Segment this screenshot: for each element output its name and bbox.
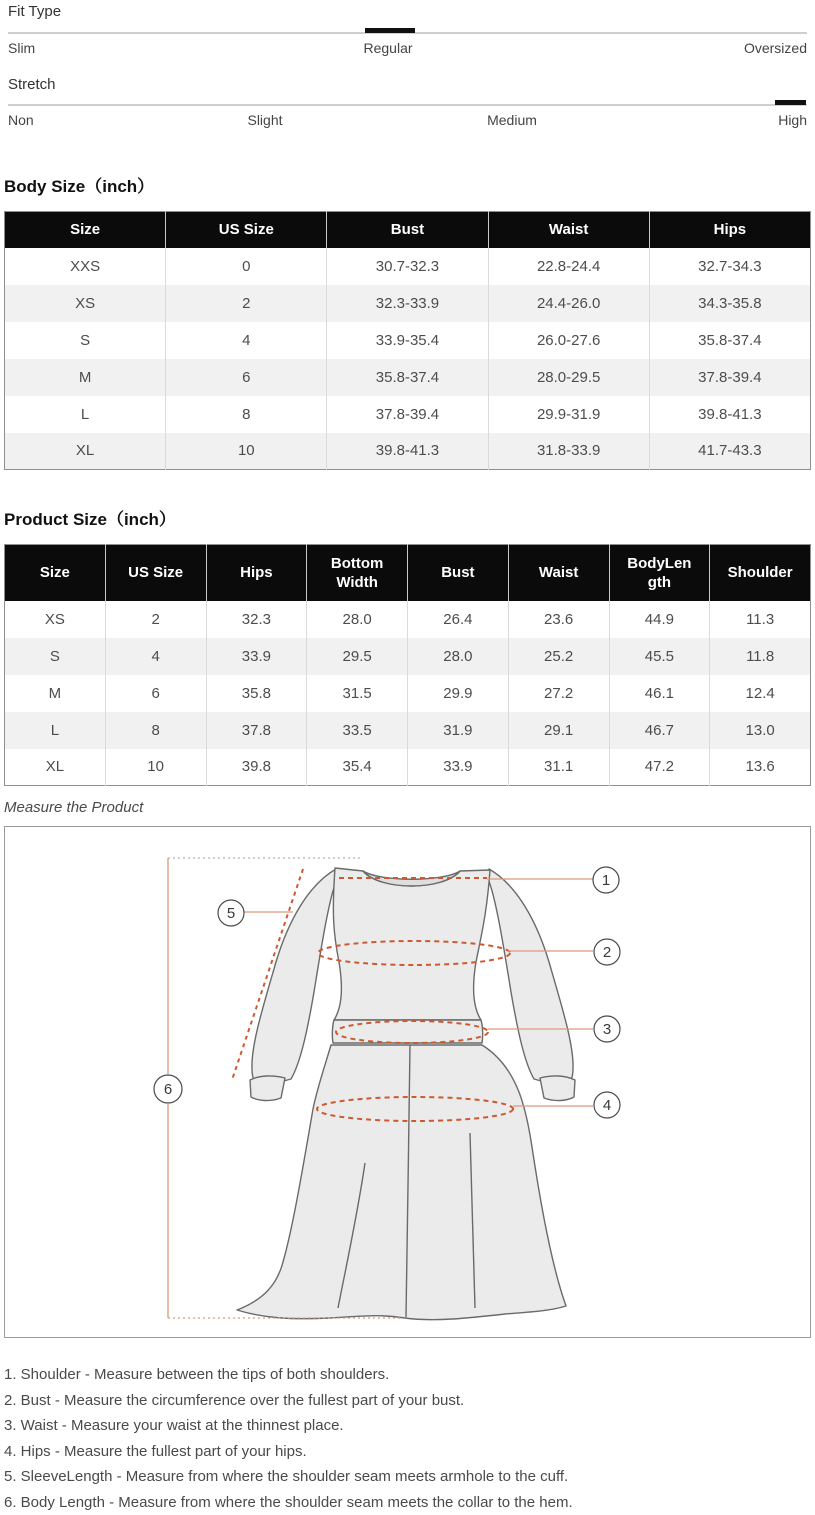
table-cell: 37.8-39.4 — [649, 359, 810, 396]
table-cell: 46.1 — [609, 675, 710, 712]
table-cell: 35.8-37.4 — [649, 322, 810, 359]
table-cell: 29.1 — [508, 712, 609, 749]
table-cell: 31.5 — [307, 675, 408, 712]
table-cell: 39.8-41.3 — [649, 396, 810, 433]
table-cell: 4 — [105, 638, 206, 675]
table-row — [5, 749, 811, 786]
stretch-option-non: Non — [8, 112, 34, 128]
table-cell: 33.9-35.4 — [327, 322, 488, 359]
column-header: Hips — [206, 545, 307, 601]
table-row — [5, 396, 811, 433]
table-cell: 44.9 — [609, 601, 710, 638]
stretch-label: Stretch — [8, 76, 56, 93]
column-header: BodyLength — [609, 545, 710, 601]
table-cell: 10 — [166, 433, 327, 470]
skirt — [237, 1045, 566, 1320]
table-cell: 32.3-33.9 — [327, 285, 488, 322]
dress-drawing — [237, 868, 575, 1320]
table-cell: M — [5, 675, 106, 712]
measurement-diagram — [4, 826, 811, 1338]
product-size-title: Product Size（inch） — [4, 505, 811, 530]
table-cell: 39.8 — [206, 749, 307, 786]
column-header: Waist — [508, 545, 609, 601]
header-row — [5, 212, 811, 248]
column-header: US Size — [166, 212, 327, 248]
column-header: Waist — [488, 212, 649, 248]
table-cell: M — [5, 359, 166, 396]
callout-number-6: 6 — [164, 1081, 172, 1098]
fit-type-label: Fit Type — [8, 3, 61, 20]
table-cell: 25.2 — [508, 638, 609, 675]
instruction-sleeve-length: 5. SleeveLength - Measure from where the shoulder seam meets armhole to the cuff. — [4, 1464, 811, 1490]
header-row — [5, 545, 811, 601]
table-cell: 24.4-26.0 — [488, 285, 649, 322]
table-row — [5, 322, 811, 359]
table-cell: 31.9 — [408, 712, 509, 749]
table-cell: 11.8 — [710, 638, 811, 675]
table-cell: 10 — [105, 749, 206, 786]
table-cell: 45.5 — [609, 638, 710, 675]
table-cell: 22.8-24.4 — [488, 248, 649, 285]
callout-number-4: 4 — [603, 1097, 611, 1114]
table-cell: S — [5, 638, 106, 675]
table-cell: 37.8 — [206, 712, 307, 749]
table-cell: 35.8 — [206, 675, 307, 712]
callout-number-1: 1 — [602, 872, 610, 889]
instruction-body-length: 6. Body Length - Measure from where the shoulder seam meets the collar to the hem. — [4, 1490, 811, 1515]
table-cell: 12.4 — [710, 675, 811, 712]
table-cell: 33.9 — [206, 638, 307, 675]
table-cell: 27.2 — [508, 675, 609, 712]
dress-measurement-illustration — [5, 827, 810, 1337]
column-header: Hips — [649, 212, 810, 248]
table-cell: 0 — [166, 248, 327, 285]
column-header: Shoulder — [710, 545, 811, 601]
fit-option-oversized: Oversized — [744, 40, 807, 56]
table-cell: 6 — [166, 359, 327, 396]
table-cell: 37.8-39.4 — [327, 396, 488, 433]
table-cell: S — [5, 322, 166, 359]
column-header: Size — [5, 545, 106, 601]
table-cell: 34.3-35.8 — [649, 285, 810, 322]
table-cell: L — [5, 712, 106, 749]
table-cell: 2 — [166, 285, 327, 322]
instruction-waist: 3. Waist - Measure your waist at the thinnest place. — [4, 1413, 811, 1439]
table-cell: 35.4 — [307, 749, 408, 786]
table-cell: L — [5, 396, 166, 433]
fit-selected-marker — [365, 28, 415, 33]
stretch-scale-track — [8, 104, 807, 106]
table-cell: 26.0-27.6 — [488, 322, 649, 359]
table-cell: 32.7-34.3 — [649, 248, 810, 285]
left-sleeve — [252, 869, 337, 1087]
stretch-option-slight: Slight — [215, 112, 315, 128]
table-row — [5, 285, 811, 322]
table-cell: 26.4 — [408, 601, 509, 638]
column-header: Size — [5, 212, 166, 248]
table-row — [5, 248, 811, 285]
instruction-shoulder: 1. Shoulder - Measure between the tips of both shoulders. — [4, 1362, 811, 1388]
body-size-title: Body Size（inch） — [4, 172, 811, 197]
table-cell: 33.9 — [408, 749, 509, 786]
table-row — [5, 712, 811, 749]
fit-option-regular: Regular — [338, 40, 438, 56]
table-cell: 47.2 — [609, 749, 710, 786]
instruction-bust: 2. Bust - Measure the circumference over the fullest part of your bust. — [4, 1388, 811, 1414]
product-size-table — [4, 544, 811, 786]
right-cuff — [540, 1076, 575, 1101]
table-row — [5, 601, 811, 638]
table-cell: 46.7 — [609, 712, 710, 749]
callout-number-3: 3 — [603, 1021, 611, 1038]
table-cell: XS — [5, 601, 106, 638]
left-cuff — [250, 1076, 285, 1101]
right-sleeve — [488, 869, 573, 1087]
table-cell: 2 — [105, 601, 206, 638]
table-cell: 39.8-41.3 — [327, 433, 488, 470]
callout-number-5: 5 — [227, 905, 235, 922]
table-cell: 23.6 — [508, 601, 609, 638]
stretch-option-high: High — [778, 112, 807, 128]
table-cell: 31.1 — [508, 749, 609, 786]
measurement-instructions — [4, 1362, 811, 1515]
table-cell: XL — [5, 749, 106, 786]
table-cell: 13.6 — [710, 749, 811, 786]
table-cell: 28.0 — [408, 638, 509, 675]
table-cell: 29.9-31.9 — [488, 396, 649, 433]
column-header: US Size — [105, 545, 206, 601]
table-cell: 6 — [105, 675, 206, 712]
table-cell: 28.0 — [307, 601, 408, 638]
table-row — [5, 638, 811, 675]
table-cell: XS — [5, 285, 166, 322]
table-cell: 11.3 — [710, 601, 811, 638]
table-cell: 4 — [166, 322, 327, 359]
measure-product-label: Measure the Product — [4, 799, 811, 816]
table-cell: 31.8-33.9 — [488, 433, 649, 470]
table-cell: 13.0 — [710, 712, 811, 749]
table-cell: 33.5 — [307, 712, 408, 749]
column-header: Bust — [327, 212, 488, 248]
column-header: Bust — [408, 545, 509, 601]
table-cell: 28.0-29.5 — [488, 359, 649, 396]
stretch-selected-marker — [775, 100, 806, 105]
fit-stretch-scales — [0, 0, 815, 140]
body-size-table — [4, 211, 811, 470]
table-cell: 30.7-32.3 — [327, 248, 488, 285]
table-row — [5, 433, 811, 470]
table-cell: 8 — [105, 712, 206, 749]
stretch-option-medium: Medium — [462, 112, 562, 128]
table-cell: 29.9 — [408, 675, 509, 712]
callout-number-2: 2 — [603, 944, 611, 961]
table-row — [5, 359, 811, 396]
table-cell: 29.5 — [307, 638, 408, 675]
table-cell: 8 — [166, 396, 327, 433]
table-cell: XXS — [5, 248, 166, 285]
table-cell: 35.8-37.4 — [327, 359, 488, 396]
instruction-hips: 4. Hips - Measure the fullest part of your hips. — [4, 1439, 811, 1465]
table-cell: XL — [5, 433, 166, 470]
table-cell: 41.7-43.3 — [649, 433, 810, 470]
table-cell: 32.3 — [206, 601, 307, 638]
fit-option-slim: Slim — [8, 40, 35, 56]
column-header: Bottom Width — [307, 545, 408, 601]
table-row — [5, 675, 811, 712]
